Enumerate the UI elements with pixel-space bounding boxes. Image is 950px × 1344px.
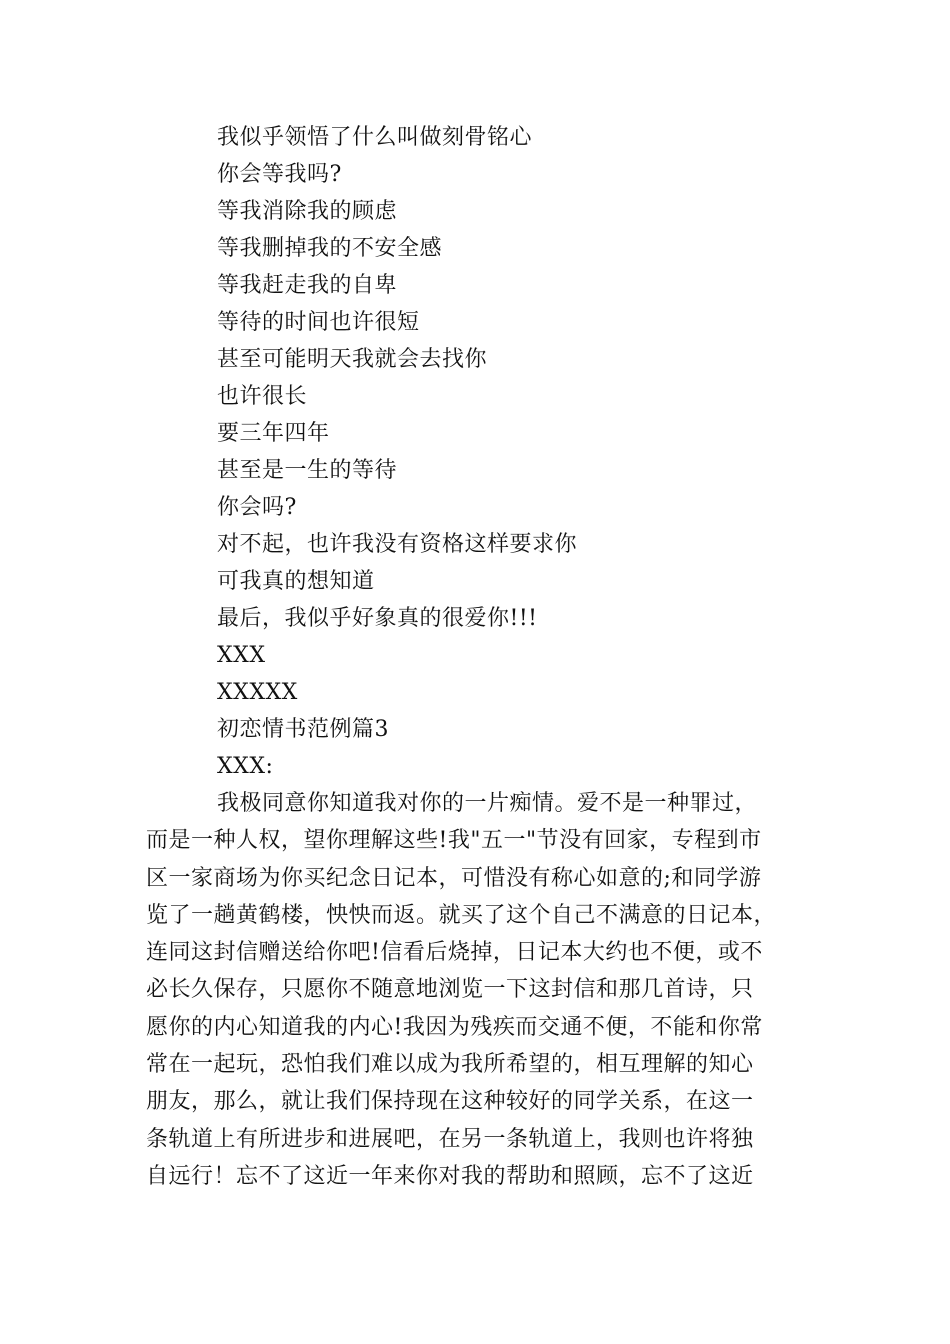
text-line: 你会吗? — [217, 495, 297, 520]
paragraph-line: 连同这封信赠送给你吧!信看后烧掉，日记本大约也不便，或不 — [146, 940, 763, 966]
text-line: 你会等我吗? — [217, 162, 342, 187]
letter-paragraph — [146, 785, 810, 1195]
text-line: 对不起，也许我没有资格这样要求你 — [217, 532, 578, 557]
text-line: 甚至是一生的等待 — [217, 458, 398, 483]
text-line: 等我删掉我的不安全感 — [217, 236, 443, 261]
signature-line: XXXXX — [217, 680, 298, 705]
paragraph-line: 自远行！忘不了这近一年来你对我的帮助和照顾，忘不了这近 — [146, 1163, 754, 1189]
paragraph-line: 而是一种人权，望你理解这些!我"五一"节没有回家，专程到市 — [146, 828, 762, 854]
text-line: 最后，我似乎好象真的很爱你!!! — [217, 606, 538, 631]
paragraph-line: 区一家商场为你买纪念日记本，可惜没有称心如意的;和同学游 — [146, 865, 762, 891]
paragraph-line: 常在一起玩，恐怕我们难以成为我所希望的，相互理解的知心 — [146, 1052, 754, 1078]
text-line: 我似乎领悟了什么叫做刻骨铭心 — [217, 125, 533, 150]
poem-lines — [217, 119, 817, 785]
salutation: XXX: — [217, 754, 274, 779]
paragraph-line: 览了一趟黄鹤楼，怏怏而返。就买了这个自己不满意的日记本， — [146, 902, 777, 928]
paragraph-line: 愿你的内心知道我的内心!我因为残疾而交通不便，不能和你常 — [146, 1014, 763, 1040]
text-line: 要三年四年 — [217, 421, 330, 446]
paragraph-line: 我极同意你知道我对你的一片痴情。爱不是一种罪过， — [217, 791, 758, 816]
paragraph-line: 朋友，那么，就让我们保持现在这种较好的同学关系，在这一 — [146, 1089, 754, 1115]
text-line: 等我消除我的顾虑 — [217, 199, 398, 224]
text-line: 也许很长 — [217, 384, 308, 409]
text-line: 甚至可能明天我就会去找你 — [217, 347, 488, 372]
section-heading: 初恋情书范例篇3 — [217, 717, 389, 742]
text-line: 可我真的想知道 — [217, 569, 375, 594]
signature-line: XXX — [217, 643, 266, 668]
text-line: 等待的时间也许很短 — [217, 310, 420, 335]
paragraph-line: 条轨道上有所进步和进展吧，在另一条轨道上，我则也许将独 — [146, 1126, 754, 1152]
paragraph-line: 必长久保存，只愿你不随意地浏览一下这封信和那几首诗，只 — [146, 977, 754, 1003]
text-line: 等我赶走我的自卑 — [217, 273, 398, 298]
